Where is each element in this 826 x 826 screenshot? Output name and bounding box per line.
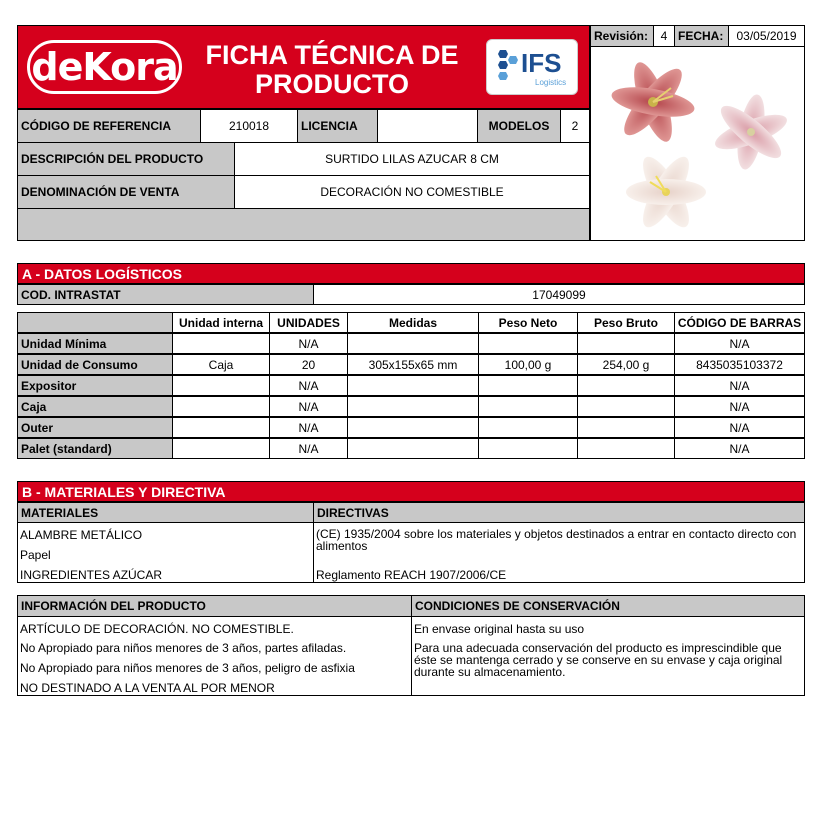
- table-cell: Caja: [172, 354, 270, 375]
- directive-item: Reglamento REACH 1907/2006/CE: [316, 568, 507, 582]
- table-cell: N/A: [674, 417, 805, 438]
- info-line: No Apropiado para niños menores de 3 años, partes afiladas.: [20, 641, 347, 655]
- models-label: MODELOS: [477, 109, 561, 143]
- empty-grey-band: [17, 208, 590, 241]
- conservation-line: Para una adecuada conservación del producto es imprescindible que éste se mantenga cerrado y se conserve en su envase y caja original durante su almacenamiento.: [414, 641, 783, 679]
- table-cell: 254,00 g: [577, 354, 675, 375]
- ifs-logo-text: IFS: [521, 48, 562, 78]
- table-cell: [347, 417, 479, 438]
- intrastat-label: COD. INTRASTAT: [17, 284, 314, 305]
- ifs-logo-subtext: Logistics: [535, 78, 567, 87]
- license-label: LICENCIA: [297, 109, 378, 143]
- revision-label: Revisión:: [590, 25, 654, 47]
- page-title-line1: FICHA TÉCNICA DE: [205, 40, 459, 70]
- table-cell: 8435035103372: [674, 354, 805, 375]
- material-item: Papel: [20, 548, 51, 562]
- page-title-line2: PRODUCTO: [254, 69, 409, 99]
- table-cell: [478, 417, 578, 438]
- table-cell: [577, 417, 675, 438]
- table-cell: [478, 396, 578, 417]
- lily-white-pink: [711, 92, 791, 171]
- table-cell: N/A: [269, 438, 348, 459]
- info-line: NO DESTINADO A LA VENTA AL POR MENOR: [20, 681, 275, 695]
- table-cell: [172, 438, 270, 459]
- brand-logo-text: deKora: [31, 45, 178, 89]
- models-value: 2: [560, 109, 590, 143]
- desc-label: DESCRIPCIÓN DEL PRODUCTO: [17, 142, 235, 176]
- table-cell: N/A: [269, 396, 348, 417]
- ref-label: CÓDIGO DE REFERENCIA: [17, 109, 201, 143]
- table-cell: [347, 396, 479, 417]
- info-line: No Apropiado para niños menores de 3 años, peligro de asfixia: [20, 661, 355, 675]
- table-cell: N/A: [674, 333, 805, 354]
- directives-header: DIRECTIVAS: [313, 502, 805, 523]
- table-header-cell: Medidas: [347, 312, 479, 333]
- license-value: [377, 109, 478, 143]
- table-cell: N/A: [674, 375, 805, 396]
- table-cell: 20: [269, 354, 348, 375]
- brand-logo: [27, 40, 182, 94]
- table-header-cell: Peso Neto: [478, 312, 578, 333]
- info-header: INFORMACIÓN DEL PRODUCTO: [17, 595, 412, 617]
- table-cell: [577, 396, 675, 417]
- table-cell: 100,00 g: [478, 354, 578, 375]
- section-b-title: B - MATERIALES Y DIRECTIVA: [17, 481, 805, 502]
- table-row-label: Expositor: [17, 375, 173, 396]
- material-item: INGREDIENTES AZÚCAR: [20, 568, 163, 582]
- lily-pink: [609, 58, 696, 146]
- table-cell: [478, 438, 578, 459]
- table-cell: [347, 375, 479, 396]
- material-item: ALAMBRE METÁLICO: [20, 528, 143, 542]
- table-cell: [577, 438, 675, 459]
- page-title: [186, 41, 478, 99]
- table-cell: [172, 417, 270, 438]
- table-header-cell: Peso Bruto: [577, 312, 675, 333]
- table-cell: N/A: [674, 396, 805, 417]
- sale-value: DECORACIÓN NO COMESTIBLE: [234, 175, 590, 209]
- info-line: ARTÍCULO DE DECORACIÓN. NO COMESTIBLE.: [20, 622, 294, 636]
- date-value: 03/05/2019: [728, 25, 805, 47]
- table-cell: [478, 333, 578, 354]
- revision-value: 4: [653, 25, 675, 47]
- table-header-cell: Unidad interna: [172, 312, 270, 333]
- ifs-logo: [486, 39, 578, 95]
- table-row-label: Unidad Mínima: [17, 333, 173, 354]
- table-cell: [172, 375, 270, 396]
- table-cell: [172, 333, 270, 354]
- table-row-label: Palet (standard): [17, 438, 173, 459]
- desc-value: SURTIDO LILAS AZUCAR 8 CM: [234, 142, 590, 176]
- table-cell: N/A: [269, 333, 348, 354]
- table-cell: [347, 438, 479, 459]
- product-image-lilies: [591, 47, 804, 240]
- section-a-title: A - DATOS LOGÍSTICOS: [17, 263, 805, 284]
- table-row-label: Outer: [17, 417, 173, 438]
- table-cell: [347, 333, 479, 354]
- table-row-label: Caja: [17, 396, 173, 417]
- table-header-corner: [17, 312, 173, 333]
- table-row-label: Unidad de Consumo: [17, 354, 173, 375]
- table-cell: N/A: [674, 438, 805, 459]
- table-header-cell: CÓDIGO DE BARRAS: [674, 312, 805, 333]
- conservation-header: CONDICIONES DE CONSERVACIÓN: [411, 595, 805, 617]
- ifs-hex-icon: [494, 48, 524, 82]
- table-cell: 305x155x65 mm: [347, 354, 479, 375]
- table-header-cell: UNIDADES: [269, 312, 348, 333]
- conservation-line: En envase original hasta su uso: [414, 622, 585, 636]
- table-cell: [478, 375, 578, 396]
- table-cell: [577, 333, 675, 354]
- table-cell: [172, 396, 270, 417]
- lily-cream: [626, 151, 706, 233]
- sale-label: DENOMINACIÓN DE VENTA: [17, 175, 235, 209]
- product-image-frame: [590, 46, 805, 241]
- intrastat-value: 17049099: [313, 284, 805, 305]
- materials-header: MATERIALES: [17, 502, 314, 523]
- ref-value: 210018: [200, 109, 298, 143]
- date-label: FECHA:: [674, 25, 729, 47]
- directive-item: (CE) 1935/2004 sobre los materiales y objetos destinados a entrar en contacto directo con alimentos: [316, 527, 797, 553]
- table-cell: N/A: [269, 375, 348, 396]
- table-cell: [577, 375, 675, 396]
- table-cell: N/A: [269, 417, 348, 438]
